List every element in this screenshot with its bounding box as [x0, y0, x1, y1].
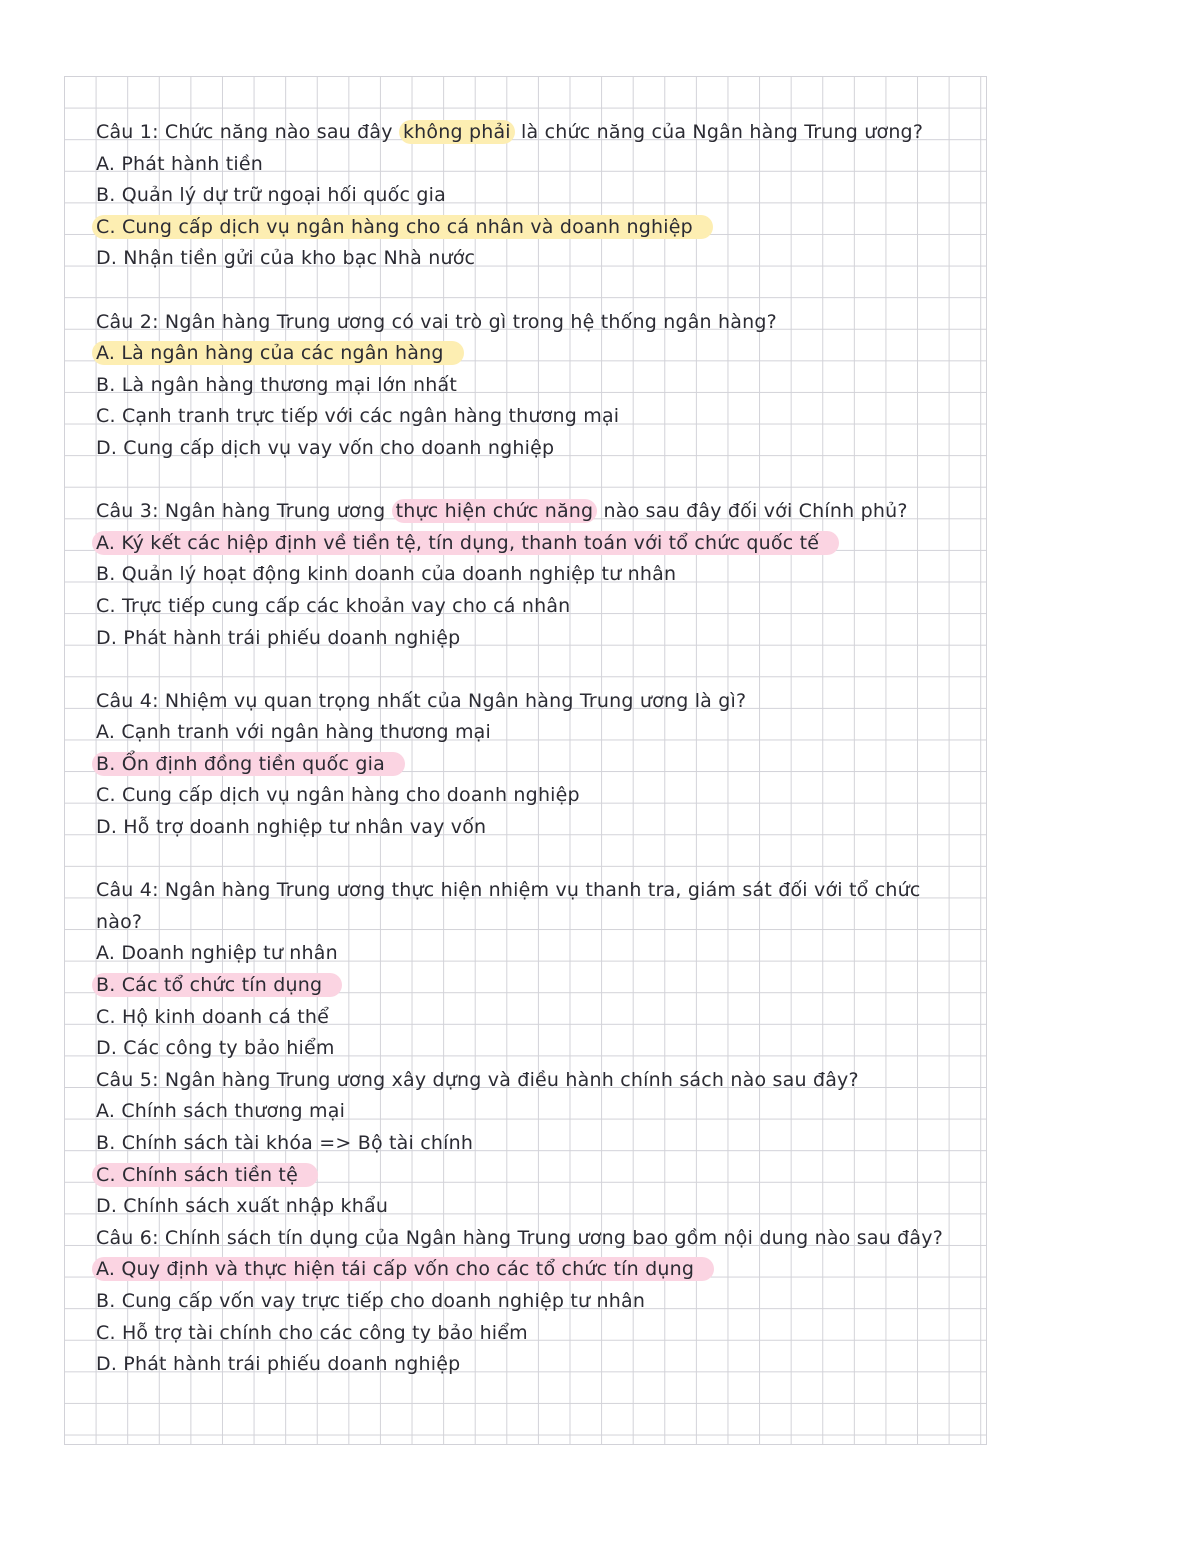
spacer	[96, 465, 976, 497]
question-2	[96, 307, 976, 339]
q6-option-c	[96, 1318, 976, 1350]
q4b-option-c	[96, 1002, 976, 1034]
q4b-option-a-text: A. Doanh nghiệp tư nhân	[96, 942, 338, 965]
q2-option-a-highlighted: A. Là ngân hàng của các ngân hàng	[92, 341, 464, 365]
q3-option-a-highlighted: A. Ký kết các hiệp định về tiền tệ, tín dụng, thanh toán với tổ chức quốc tế	[92, 531, 839, 555]
question-5	[96, 1065, 976, 1097]
q2-option-c	[96, 401, 976, 433]
q4b-option-c-text: C. Hộ kinh doanh cá thể	[96, 1005, 330, 1028]
q3-option-d	[96, 623, 976, 655]
q4-option-c	[96, 780, 976, 812]
question-4b	[96, 875, 976, 907]
q1-option-c-highlighted: C. Cung cấp dịch vụ ngân hàng cho cá nhân và doanh nghiệp	[92, 215, 713, 239]
question-1-highlight: không phải	[399, 120, 515, 144]
q5-option-c-highlighted: C. Chính sách tiền tệ	[92, 1163, 318, 1187]
spacer	[96, 275, 976, 307]
q6-option-d	[96, 1349, 976, 1381]
question-3-text-end: nào sau đây đối với Chính phủ?	[597, 500, 908, 523]
question-4b-cont	[96, 907, 976, 939]
q1-option-d	[96, 243, 976, 275]
question-3	[96, 496, 976, 528]
q2-option-a	[96, 338, 976, 370]
q5-option-b-text: B. Chính sách tài khóa => Bộ tài chính	[96, 1132, 474, 1154]
question-6	[96, 1223, 976, 1255]
q4b-option-b	[96, 970, 976, 1002]
q2-option-d	[96, 433, 976, 465]
question-2-text: Câu 2: Ngân hàng Trung ương có vai trò gì trong hệ thống ngân hàng?	[96, 310, 777, 333]
q6-option-c-text: C. Hỗ trợ tài chính cho các công ty bảo hiểm	[96, 1321, 528, 1344]
quiz-content	[96, 117, 976, 1381]
q6-option-b-text: B. Cung cấp vốn vay trực tiếp cho doanh nghiệp tư nhân	[96, 1289, 646, 1312]
q3-option-c-text: C. Trực tiếp cung cấp các khoản vay cho cá nhân	[96, 594, 571, 617]
q2-option-d-text: D. Cung cấp dịch vụ vay vốn cho doanh nghiệp	[96, 436, 555, 459]
q4b-option-a	[96, 938, 976, 970]
q1-option-b-text: B. Quản lý dự trữ ngoại hối quốc gia	[96, 184, 446, 207]
q5-option-a-text: A. Chính sách thương mại	[96, 1100, 346, 1123]
q1-option-b	[96, 180, 976, 212]
q2-option-b	[96, 370, 976, 402]
q4-option-a-text: A. Cạnh tranh với ngân hàng thương mại	[96, 721, 491, 744]
q4b-option-b-highlighted: B. Các tổ chức tín dụng	[92, 973, 342, 997]
q6-option-a-highlighted: A. Quy định và thực hiện tái cấp vốn cho các tổ chức tín dụng	[92, 1257, 714, 1281]
q5-option-d-text: D. Chính sách xuất nhập khẩu	[96, 1195, 389, 1218]
question-3-highlight: thực hiện chức năng	[392, 499, 598, 523]
question-1-text-end: là chức năng của Ngân hàng Trung ương?	[514, 121, 924, 143]
q4b-option-d	[96, 1033, 976, 1065]
question-4	[96, 686, 976, 718]
question-5-text: Câu 5: Ngân hàng Trung ương xây dựng và điều hành chính sách nào sau đây?	[96, 1068, 859, 1091]
q4-option-d-text: D. Hỗ trợ doanh nghiệp tư nhân vay vốn	[96, 816, 487, 839]
q5-option-b	[96, 1128, 976, 1160]
q3-option-a	[96, 528, 976, 560]
q1-option-a	[96, 149, 976, 181]
q3-option-b	[96, 559, 976, 591]
q1-option-d-text: D. Nhận tiền gửi của kho bạc Nhà nước	[96, 247, 476, 270]
spacer	[96, 844, 976, 876]
q5-option-d	[96, 1191, 976, 1223]
q5-option-c	[96, 1160, 976, 1192]
question-4-text: Câu 4: Nhiệm vụ quan trọng nhất của Ngân hàng Trung ương là gì?	[96, 689, 747, 712]
question-4b-text: Câu 4: Ngân hàng Trung ương thực hiện nhiệm vụ thanh tra, giám sát đối với tổ chức	[96, 879, 921, 902]
q5-option-a	[96, 1096, 976, 1128]
question-1	[96, 117, 976, 149]
q3-option-c	[96, 591, 976, 623]
q6-option-a	[96, 1254, 976, 1286]
q3-option-b-text: B. Quản lý hoạt động kinh doanh của doanh nghiệp tư nhân	[96, 563, 677, 586]
q3-option-d-text: D. Phát hành trái phiếu doanh nghiệp	[96, 626, 461, 649]
spacer	[96, 654, 976, 686]
q4-option-d	[96, 812, 976, 844]
question-6-text: Câu 6: Chính sách tín dụng của Ngân hàng Trung ương bao gồm nội dung nào sau đây?	[96, 1226, 944, 1249]
q4-option-b-highlighted: B. Ổn định đồng tiền quốc gia	[92, 752, 405, 776]
question-3-text: Câu 3: Ngân hàng Trung ương	[96, 500, 392, 523]
q1-option-c	[96, 212, 976, 244]
q4b-option-d-text: D. Các công ty bảo hiểm	[96, 1037, 335, 1060]
q4-option-a	[96, 717, 976, 749]
question-1-text: Câu 1: Chức năng nào sau đây	[96, 121, 399, 143]
q2-option-b-text: B. Là ngân hàng thương mại lớn nhất	[96, 373, 457, 396]
q4-option-b	[96, 749, 976, 781]
q1-option-a-text: A. Phát hành tiền	[96, 152, 264, 175]
q6-option-b	[96, 1286, 976, 1318]
q4-option-c-text: C. Cung cấp dịch vụ ngân hàng cho doanh nghiệp	[96, 784, 580, 807]
q6-option-d-text: D. Phát hành trái phiếu doanh nghiệp	[96, 1353, 461, 1376]
q2-option-c-text: C. Cạnh tranh trực tiếp với các ngân hàng thương mại	[96, 405, 620, 428]
question-4b-text-cont: nào?	[96, 910, 143, 933]
